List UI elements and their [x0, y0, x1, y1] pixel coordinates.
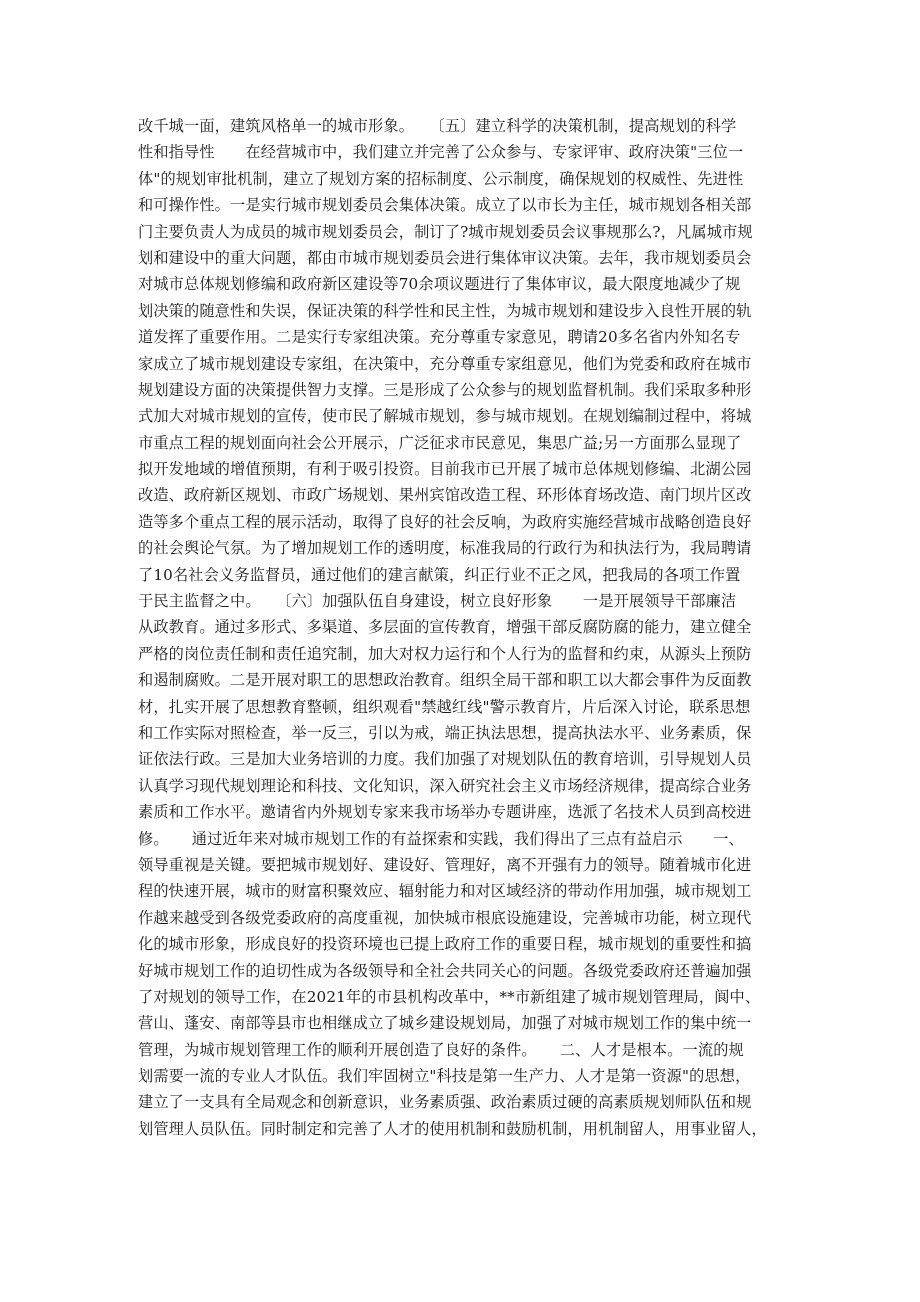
text-line: 和可操作性。一是实行城市规划委员会集体决策。成立了以市长为主任，城市规划各相关部 — [138, 196, 752, 215]
text-line: 对城市总体规划修编和政府新区建设等70余项议题进行了集体审议，最大限度地减少了规 — [138, 275, 741, 294]
text-line: 领导重视是关键。要把城市规划好、建设好、管理好，离不开强有力的领导。随着城市化进 — [138, 855, 752, 874]
text-line: 性和指导性 在经营城市中，我们建立并完善了公众参与、专家评审、政府决策"三位一 — [138, 143, 744, 162]
text-line: 了10名社会义务监督员，通过他们的建言献策，纠正行业不正之风，把我局的各项工作置 — [138, 565, 741, 584]
text-line: 营山、蓬安、南部等县市也相继成立了城乡建设规划局，加强了对城市规划工作的集中统一 — [138, 1014, 752, 1033]
text-line: 规划建设方面的决策提供智力支撑。三是形成了公众参与的规划监督机制。我们采取多种形 — [138, 380, 752, 399]
text-line: 建立了一支具有全局观念和创新意识，业务素质强、政治素质过硬的高素质规划师队伍和规 — [138, 1093, 752, 1112]
text-line: 门主要负责人为成员的城市规划委员会，制订了?城市规划委员会议事规那么?，凡属城市规 — [138, 222, 753, 241]
text-line: 于民主监督之中。 〔六〕加强队伍自身建设，树立良好形象 一是开展领导干部廉洁 — [138, 592, 737, 611]
text-line: 证依法行政。三是加大业务培训的力度。我们加强了对规划队伍的教育培训，引导规划人员 — [138, 750, 752, 769]
text-line: 改造、政府新区规划、市政广场规划、果州宾馆改造工程、环形体育场改造、南门坝片区改 — [138, 486, 752, 505]
text-line: 程的快速开展，城市的财富积聚效应、辐射能力和对区域经济的带动作用加强，城市规划工 — [138, 882, 752, 901]
text-line: 拟开发地域的增值预期，有利于吸引投资。目前我市已开展了城市总体规划修编、北湖公园 — [138, 460, 752, 479]
text-line: 材，扎实开展了思想教育整顿，组织观看"禁越红线"警示教育片，片后深入讨论，联系思想 — [138, 697, 751, 716]
text-line: 道发挥了重要作用。二是实行专家组决策。充分尊重专家意见，聘请20多名省内外知名专 — [138, 328, 741, 347]
text-line: 管理，为城市规划管理工作的顺利开展创造了良好的条件。 二、人才是根本。一流的规 — [138, 1040, 744, 1059]
text-line: 素质和工作水平。邀请省内外规划专家来我市场举办专题讲座，选派了名技术人员到高校进 — [138, 803, 752, 822]
text-line: 作越来越受到各级党委政府的高度重视，加快城市根底设施建设，完善城市功能，树立现代 — [138, 908, 752, 927]
text-line: 造等多个重点工程的展示活动，取得了良好的社会反响，为政府实施经营城市战略创造良好 — [138, 512, 752, 531]
text-line: 划和建设中的重大问题，都由市城市规划委员会进行集体审议决策。去年，我市规划委员会 — [138, 248, 752, 267]
text-line: 和遏制腐败。二是开展对职工的思想政治教育。组织全局干部和职工以大都会事件为反面教 — [138, 671, 752, 690]
text-line: 严格的岗位责任制和责任追究制，加大对权力运行和个人行为的监督和约束，从源头上预防 — [138, 644, 752, 663]
text-line: 式加大对城市规划的宣传，使市民了解城市规划，参与城市规划。在规划编制过程中，将城 — [138, 407, 752, 426]
text-line: 了对规划的领导工作，在2021年的市县机构改革中，**市新组建了城市规划管理局，阆中、 — [138, 987, 761, 1006]
text-line: 和工作实际对照检查，举一反三，引以为戒，端正执法思想，提高执法水平、业务素质，保 — [138, 723, 752, 742]
text-line: 认真学习现代规划理论和科技、文化知识，深入研究社会主义市场经济规律，提高综合业务 — [138, 776, 752, 795]
text-line: 家成立了城市规划建设专家组，在决策中，充分尊重专家组意见，他们为党委和政府在城市 — [138, 354, 752, 373]
text-line: 改千城一面，建筑风格单一的城市形象。 〔五〕建立科学的决策机制，提高规划的科学 — [138, 117, 737, 135]
text-line: 化的城市形象，形成良好的投资环境也已提上政府工作的重要日程，城市规划的重要性和搞 — [138, 935, 752, 954]
text-line: 划需要一流的专业人才队伍。我们牢固树立"科技是第一生产力、人才是第一资源"的思想， — [138, 1067, 751, 1086]
body-text — [138, 113, 783, 1142]
text-line: 体"的规划审批机制，建立了规划方案的招标制度、公示制度，确保规划的权威性、先进性 — [138, 169, 744, 188]
text-line: 市重点工程的规划面向社会公开展示，广泛征求市民意见，集思广益;另一方面那么显现了 — [138, 433, 742, 452]
text-line: 从政教育。通过多形式、多渠道、多层面的宣传教育，增强干部反腐防腐的能力，建立健全 — [138, 618, 752, 637]
text-line: 划决策的随意性和失误，保证决策的科学性和民主性，为城市规划和建设步入良性开展的轨 — [138, 301, 752, 320]
text-line: 修。 通过近年来对城市规划工作的有益探索和实践，我们得出了三点有益启示 一、 — [138, 829, 744, 848]
text-line: 划管理人员队伍。同时制定和完善了人才的使用机制和鼓励机制，用机制留人，用事业留人， — [138, 1119, 767, 1138]
text-line: 好城市规划工作的迫切性成为各级领导和全社会共同关心的问题。各级党委政府还普遍加强 — [138, 961, 752, 980]
text-line: 的社会舆论气氛。为了增加规划工作的透明度，标准我局的行政行为和执法行为，我局聘请 — [138, 539, 752, 558]
